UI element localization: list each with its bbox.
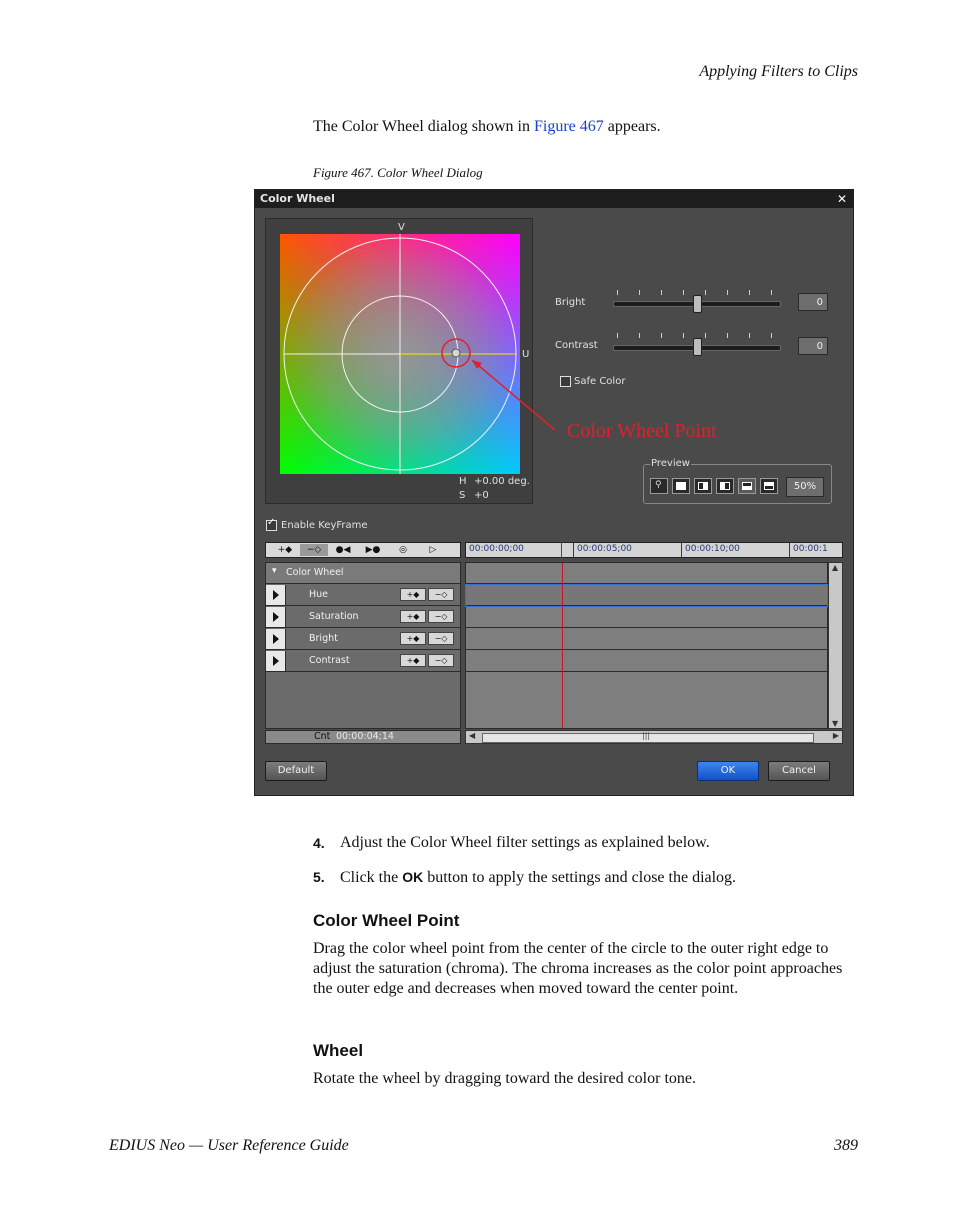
play-icon[interactable]: ▷ <box>429 545 437 555</box>
axis-v-label: V <box>398 222 405 233</box>
safe-color-label: Safe Color <box>574 376 626 387</box>
section-text-wheel: Rotate the wheel by dragging toward the desired color tone. <box>313 1070 696 1087</box>
bright-label: Bright <box>555 297 586 308</box>
scroll-down-icon[interactable]: ▼ <box>832 719 839 728</box>
preview-split-top-button[interactable] <box>760 478 778 494</box>
preview-split-bottom-button[interactable] <box>738 478 756 494</box>
tree-row-label: Contrast <box>309 655 350 666</box>
default-button[interactable]: Default <box>265 761 327 781</box>
preview-percent-field[interactable]: 50% <box>786 477 824 497</box>
step-5 <box>313 867 737 888</box>
annotation-overlay <box>435 335 565 435</box>
track-row[interactable] <box>466 607 827 628</box>
keyframe-toolbar <box>265 542 461 558</box>
scroll-up-icon[interactable]: ▲ <box>832 563 839 572</box>
close-icon[interactable]: ✕ <box>836 192 847 206</box>
cancel-button[interactable]: Cancel <box>768 761 830 781</box>
remove-keyframe-icon[interactable]: −◇ <box>428 654 454 667</box>
tree-row-hue[interactable] <box>266 585 460 606</box>
preview-link-button[interactable] <box>650 478 668 494</box>
ok-button[interactable]: OK <box>697 761 759 781</box>
horizontal-scrollbar[interactable] <box>465 730 843 744</box>
link-icon: ⚲ <box>655 480 662 490</box>
tree-row-label: Hue <box>309 589 329 600</box>
remove-keyframe-icon[interactable]: −◇ <box>428 610 454 623</box>
enable-keyframe-label: Enable KeyFrame <box>281 520 368 531</box>
step-number: 5. <box>313 869 325 885</box>
track-row[interactable] <box>466 651 827 672</box>
section-title-wheel: Wheel <box>313 1041 364 1060</box>
scroll-right-icon[interactable]: ▶ <box>832 731 839 740</box>
hue-value: +0.00 deg. <box>474 476 530 487</box>
step-text-after: button to apply the settings and close the dialog. <box>423 869 737 886</box>
contrast-label: Contrast <box>555 340 598 351</box>
bright-slider-thumb[interactable] <box>693 295 702 313</box>
ruler-label-2: 00:00:10;00 <box>685 544 740 554</box>
tree-row-contrast[interactable] <box>266 651 460 672</box>
step-number: 4. <box>313 835 325 851</box>
intro-text-after: appears. <box>603 118 661 135</box>
preview-split-right-button[interactable] <box>716 478 734 494</box>
expand-icon[interactable] <box>266 585 286 605</box>
annotation-label: Color Wheel Point <box>567 420 717 442</box>
split-top-icon <box>764 482 774 490</box>
previous-keyframe-icon[interactable]: ●◀ <box>335 545 351 555</box>
tree-row-saturation[interactable] <box>266 607 460 628</box>
saturation-value: +0 <box>474 490 489 501</box>
tree-row-bright[interactable] <box>266 629 460 650</box>
intro-paragraph <box>313 117 661 137</box>
tree-group-color-wheel[interactable] <box>266 563 460 584</box>
step-4 <box>313 833 710 854</box>
preview-full-button[interactable] <box>672 478 690 494</box>
next-keyframe-icon[interactable]: ▶● <box>365 545 381 555</box>
color-wheel-dialog <box>254 189 854 796</box>
ruler-label-0: 00:00:00;00 <box>469 544 524 554</box>
timeline-ruler[interactable] <box>465 542 843 558</box>
axis-u-label: U <box>522 349 530 360</box>
preview-group <box>643 458 832 504</box>
figure-link[interactable]: Figure 467 <box>534 118 604 135</box>
preview-label: Preview <box>651 458 690 469</box>
tree-row-label: Bright <box>309 633 338 644</box>
bright-value-field[interactable]: 0 <box>798 293 828 311</box>
loop-icon[interactable]: ◎ <box>399 545 407 555</box>
split-vertical-icon <box>698 482 708 490</box>
ok-ui-reference: OK <box>402 869 424 885</box>
contrast-value-field[interactable]: 0 <box>798 337 828 355</box>
saturation-label: S <box>459 490 466 501</box>
expand-icon[interactable] <box>266 629 286 649</box>
dialog-title-bar <box>255 190 853 208</box>
track-row[interactable] <box>466 585 827 606</box>
hue-label: H <box>459 476 467 487</box>
add-keyframe-icon[interactable]: +◆ <box>400 632 426 645</box>
tree-group-label: Color Wheel <box>286 567 344 578</box>
grip-icon: ||| <box>642 731 651 740</box>
expand-icon[interactable] <box>266 651 286 671</box>
full-preview-icon <box>676 482 686 490</box>
remove-keyframe-icon[interactable]: −◇ <box>428 588 454 601</box>
remove-keyframe-icon[interactable]: −◇ <box>428 632 454 645</box>
page-number: 389 <box>834 1137 858 1154</box>
dialog-title: Color Wheel <box>260 192 335 205</box>
vertical-scrollbar[interactable] <box>828 562 843 729</box>
playhead-marker[interactable] <box>561 542 562 562</box>
add-keyframe-icon[interactable]: +◆ <box>277 545 293 555</box>
cursor-time-value[interactable]: 00:00:04;14 <box>336 731 394 742</box>
intro-text-before: The Color Wheel dialog shown in <box>313 118 534 135</box>
preview-split-vertical-button[interactable] <box>694 478 712 494</box>
step-text-before: Click the <box>340 869 403 886</box>
cursor-label: Cnt <box>314 731 331 742</box>
ruler-label-1: 00:00:05;00 <box>577 544 632 554</box>
split-bottom-icon <box>742 482 752 490</box>
ruler-label-3: 00:00:1 <box>793 544 828 554</box>
playhead-line[interactable] <box>562 563 563 728</box>
track-row[interactable] <box>466 563 827 584</box>
footer-title: EDIUS Neo — User Reference Guide <box>109 1137 349 1154</box>
tree-row-label: Saturation <box>309 611 359 622</box>
add-keyframe-icon[interactable]: +◆ <box>400 654 426 667</box>
parameter-tree <box>265 562 461 729</box>
expand-icon[interactable] <box>266 607 286 627</box>
section-title-color-wheel-point: Color Wheel Point <box>313 911 460 930</box>
add-keyframe-icon[interactable]: +◆ <box>400 588 426 601</box>
figure-caption: Figure 467. Color Wheel Dialog <box>313 165 483 180</box>
collapse-icon[interactable]: ▾ <box>272 566 277 576</box>
remove-keyframe-icon[interactable]: −◇ <box>300 544 328 556</box>
add-keyframe-icon[interactable]: +◆ <box>400 610 426 623</box>
safe-color-checkbox[interactable] <box>560 376 571 387</box>
scroll-left-icon[interactable]: ◀ <box>469 731 476 740</box>
split-right-icon <box>720 482 730 490</box>
keyframe-tracks[interactable] <box>465 562 828 729</box>
checkmark-icon: ✓ <box>267 517 276 528</box>
enable-keyframe-checkbox[interactable] <box>266 517 277 531</box>
step-text: Adjust the Color Wheel filter settings as explained below. <box>340 834 710 851</box>
track-row[interactable] <box>466 629 827 650</box>
contrast-slider-thumb[interactable] <box>693 338 702 356</box>
running-header: Applying Filters to Clips <box>699 63 858 80</box>
section-text-color-wheel-point: Drag the color wheel point from the center of the circle to the outer right edge to adjust the saturation (chroma). The chroma increases as the color point approaches the outer edge and decreases when moved toward the center point. <box>313 940 843 997</box>
cursor-time-bar <box>265 730 461 744</box>
